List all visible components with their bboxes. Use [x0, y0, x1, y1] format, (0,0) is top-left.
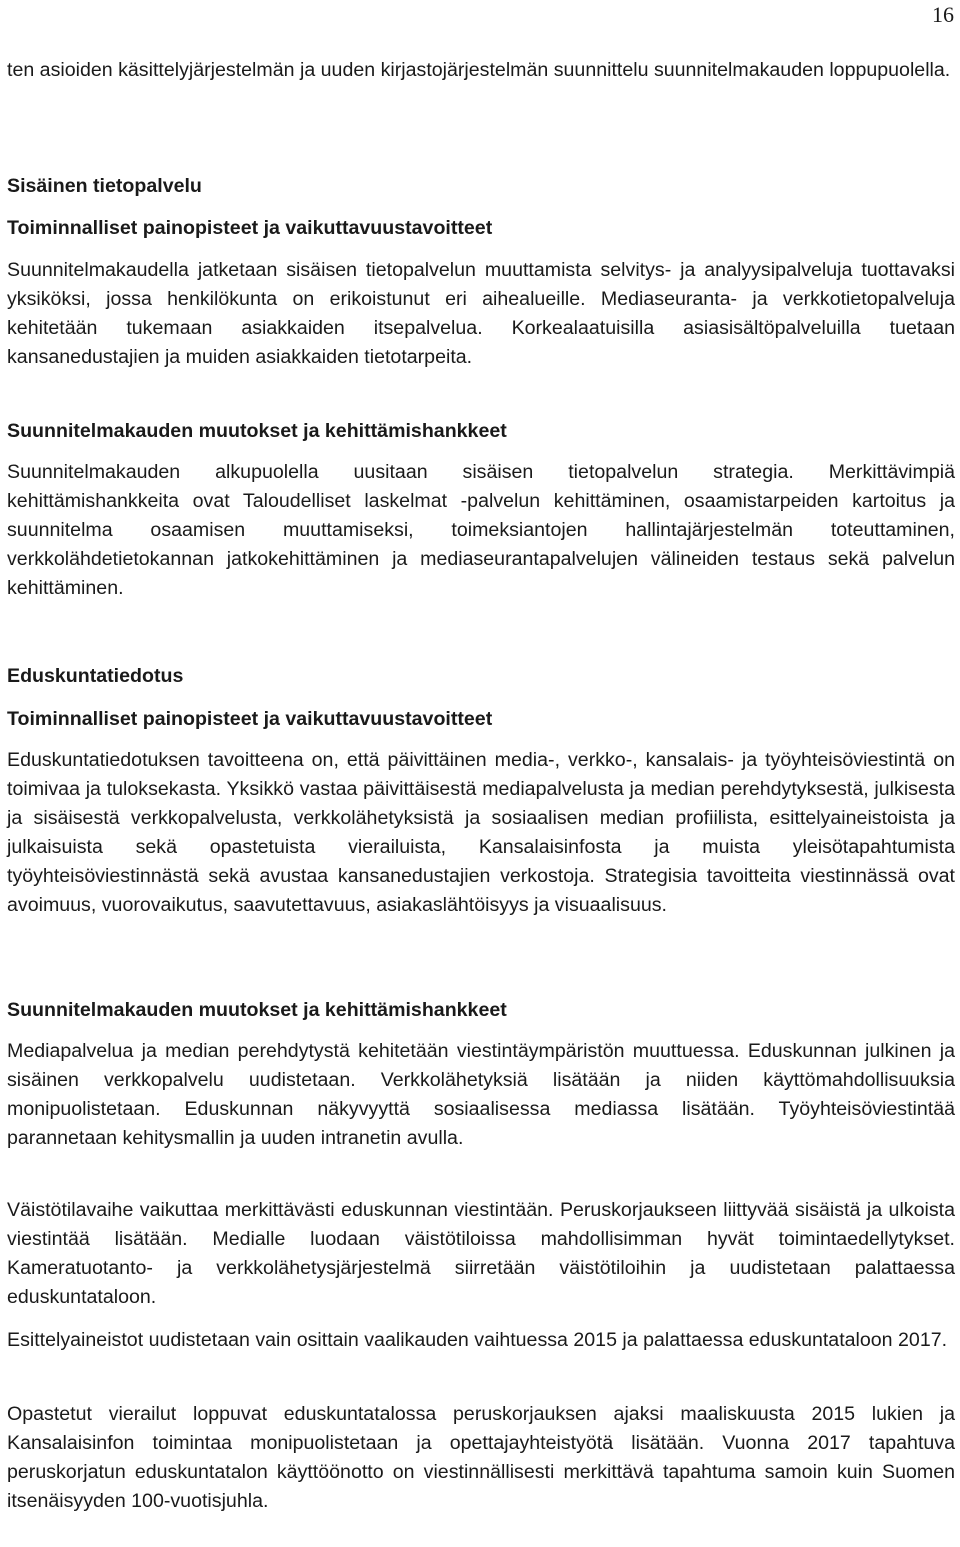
intro-text: ten asioiden käsittelyjärjestelmän ja uuden kirjastojärjestelmän suunnittelu suunnitelmakauden loppupuolella.: [7, 59, 951, 81]
paragraph-changes-2-c: [7, 1326, 955, 1355]
section-title-eduskuntatiedotus: Eduskuntatiedotus: [7, 665, 184, 687]
paragraph-changes-2-a: [7, 1037, 955, 1153]
page-number: 16: [932, 2, 954, 27]
subheading-focus-2: Toiminnalliset painopisteet ja vaikuttavuustavoitteet: [7, 708, 493, 730]
section-title-sisainen-tietopalvelu: Sisäinen tietopalvelu: [7, 175, 202, 197]
paragraph-text: Väistötilavaihe vaikuttaa merkittävästi eduskunnan viestintään. Peruskorjaukseen liittyvää sisäistä ja ulkoista viestintää lisätään. Medialle luodaan väistötiloissa mahdollisimman hyvät toimintaedellytykset. Kameratuotanto- ja verkkolähetysjärjestelmä siirretään väistötiloihin ja uudistetaan palattaessa eduskuntataloon.: [7, 1199, 955, 1308]
paragraph-text: Suunnitelmakauden alkupuolella uusitaan sisäisen tietopalvelun strategia. Merkittävimpiä kehittämishankkeita ovat Taloudelliset laskelmat -palvelun kehittäminen, osaamistarpeiden kartoitus ja suunnitelma osaamisen muuttamiseksi, toimeksiantojen hallintajärjestelmän toteuttaminen, verkkolähdetietokannan jatkokehittäminen ja mediaseurantapalvelujen välineiden testaus sekä palvelun kehittäminen.: [7, 461, 955, 599]
paragraph-text: Mediapalvelua ja median perehdytystä kehitetään viestintäympäristön muuttuessa. Eduskunnan julkinen ja sisäinen verkkopalvelu uudistetaan. Verkkolähetyksiä lisätään ja niiden käyttömahdollisuuksia monipuolistetaan. Eduskunnan näkyvyyttä sosiaalisessa mediassa lisätään. Työyhteisöviestintää parannetaan kehitysmallin ja uuden intranetin avulla.: [7, 1040, 955, 1149]
subheading-focus-1: Toiminnalliset painopisteet ja vaikuttavuustavoitteet: [7, 217, 493, 239]
paragraph-changes-2-d: [7, 1400, 955, 1516]
paragraph-text: Suunnitelmakaudella jatketaan sisäisen tietopalvelun muuttamista selvitys- ja analyysipalveluja tuottavaksi yksiköksi, jossa henkilökunta on erikoistunut eri aihealueille. Mediaseuranta- ja verkkotietopalveluja kehitetään tukemaan asiakkaiden itsepalvelua. Korkealaatuisilla asiasisältöpalveluilla tuetaan kansanedustajien ja muiden asiakkaiden tietotarpeita.: [7, 259, 955, 368]
paragraph-changes-1: [7, 458, 955, 603]
paragraph-focus-2: [7, 746, 955, 919]
paragraph-changes-2-b: [7, 1196, 955, 1312]
subheading-changes-2: Suunnitelmakauden muutokset ja kehittämishankkeet: [7, 999, 507, 1021]
paragraph-text: Esittelyaineistot uudistetaan vain osittain vaalikauden vaihtuessa 2015 ja palattaessa eduskuntataloon 2017.: [7, 1329, 948, 1351]
subheading-changes-1: Suunnitelmakauden muutokset ja kehittämishankkeet: [7, 420, 507, 442]
paragraph-text: Eduskuntatiedotuksen tavoitteena on, että päivittäinen media-, verkko-, kansalais- ja työyhteisöviestintä on toimivaa ja tuloksekasta. Yksikkö vastaa päivittäisestä mediapalvelusta ja median perehdytyksestä, julkisesta ja sisäisestä verkkopalvelusta, verkkolähetyksistä ja sosiaalisen median profiilista, esittelyaineistoista ja julkaisuista sekä opastetuista vierailuista, Kansalaisinfosta ja muista yleisötapahtumista työyhteisöviestinnästä sekä avustaa kansanedustajien verkostoja. Strategisia tavoitteita viestinnässä ovat avoimuus, vuorovaikutus, saavutettavuus, asiakaslähtöisyys ja visuaalisuus.: [7, 749, 955, 916]
paragraph-text: Opastetut vierailut loppuvat eduskuntatalossa peruskorjauksen ajaksi maaliskuusta 2015 lukien ja Kansalaisinfon toimintaa monipuolistetaan ja opettajayhteistyötä lisätään. Vuonna 2017 tapahtuva peruskorjatun eduskuntatalon käyttöönotto on viestinnällisesti merkittävä tapahtuma samoin kuin Suomen itsenäisyyden 100-vuotisjuhla.: [7, 1403, 955, 1512]
paragraph-focus-1: [7, 256, 955, 372]
intro-paragraph: [7, 56, 955, 85]
